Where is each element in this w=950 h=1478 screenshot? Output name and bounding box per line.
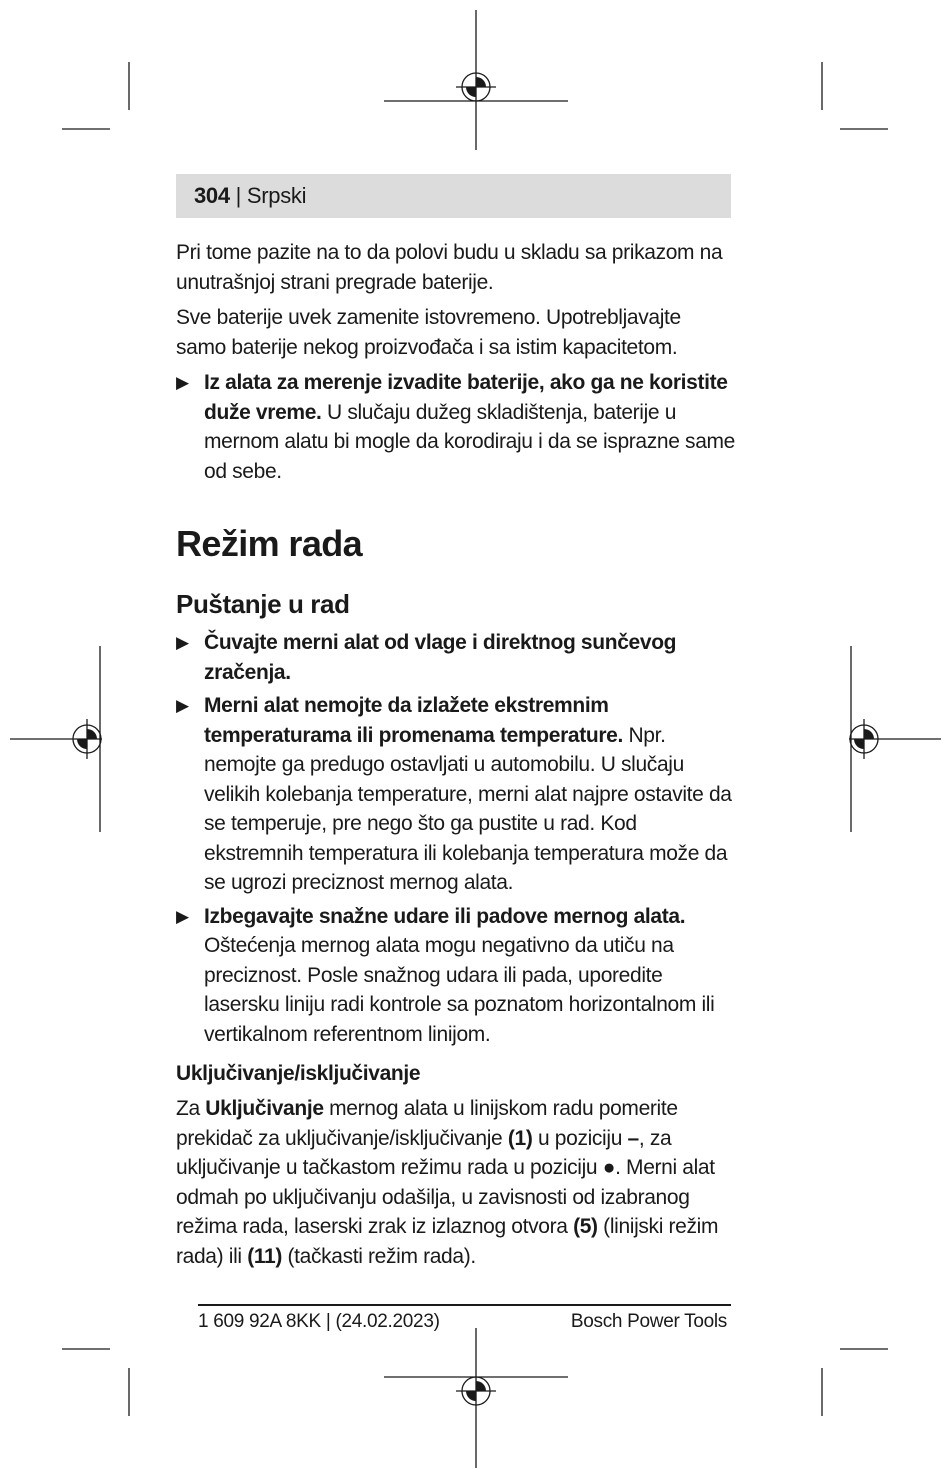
bullet-text: U slučaju dužeg skladištenja, baterije u mernom alatu bi mogle da korodiraju i da se isprazne same od sebe.	[204, 400, 735, 483]
bullet-text: Oštećenja mernog alata mogu negativno da utiču na preciznost. Posle snažnog udara ili pada, uporedite lasersku liniju radi kontrole sa poznatom horizontalnom ili vertikalnom referentnom linijom.	[204, 934, 715, 1046]
intro-paragraph-1: Pri tome pazite na to da polovi budu u skladu sa prikazom na unutrašnjoj strani pregrade baterije.	[176, 241, 723, 294]
bullet-arrow-icon: ▶	[176, 906, 189, 926]
list-item	[176, 628, 736, 687]
bullet-arrow-icon: ▶	[176, 696, 189, 715]
bold-run: Uključivanje	[205, 1097, 324, 1120]
section-subtitle: Puštanje u rad	[176, 589, 350, 619]
bullet-arrow-icon: ▶	[176, 633, 189, 652]
switching-title: Uključivanje/isključivanje	[176, 1062, 421, 1085]
callout-number: (5)	[573, 1215, 598, 1238]
bullet-text: Npr. nemojte ga predugo ostavljati u automobilu. U slučaju velikih kolebanja temperature, merni alat najpre ostavite da se temperuje, pre nego što ga pustite u rad. Kod ekstremnih temperatura ili kolebanja temperatura može da se ugrozi preciznost mernog alata.	[204, 723, 732, 894]
text-run: (linijski režim rada) ili	[176, 1215, 719, 1268]
intro-paragraph-2: Sve baterije uvek zamenite istovremeno. Upotrebljavajte samo baterije nekog proizvođača i sa istim kapacitetom.	[176, 306, 681, 359]
text-run: mernog alata u linijskom radu pomerite prekidač za uključivanje/isključivanje	[176, 1097, 678, 1150]
page-footer	[198, 1304, 731, 1334]
callout-number: (1)	[507, 1126, 533, 1150]
bullet-bold-text: Čuvajte merni alat od vlage i direktnog sunčevog zračenja.	[204, 631, 677, 684]
text-run: (tačkasti režim rada).	[282, 1244, 476, 1268]
header-language: Srpski	[246, 183, 307, 208]
document-id: 1 609 92A 8KK | (24.02.2023)	[198, 1311, 440, 1332]
bullet-arrow-icon: ▶	[176, 373, 189, 392]
line-mode-icon: –	[627, 1126, 639, 1150]
page-content	[176, 238, 736, 1277]
header-separator: |	[235, 183, 242, 208]
callout-number: (11)	[247, 1244, 282, 1268]
point-mode-icon: ●	[602, 1156, 616, 1179]
bullet-bold-text: Izbegavajte snažne udare ili padove mernog alata.	[204, 904, 686, 928]
brand-name: Bosch Power Tools	[570, 1311, 727, 1332]
page-number: 304	[194, 183, 230, 208]
text-run: . Merni alat odmah po uključivanju odašilja, u zavisnosti od izabranog režima rada, laserski zrak iz izlaznog otvora	[176, 1156, 715, 1238]
list-item	[176, 691, 736, 898]
battery-warning-item	[176, 368, 736, 486]
section-title: Režim rada	[176, 523, 363, 564]
bullet-bold-text: Merni alat nemojte da izlažete ekstremnim temperaturama ili promenama temperature.	[204, 694, 623, 747]
text-run: Za	[176, 1097, 206, 1120]
text-run: u poziciju	[532, 1126, 628, 1150]
bullet-bold-text: Iz alata za merenje izvadite baterije, ako ga ne koristite duže vreme.	[204, 371, 728, 424]
list-item	[176, 902, 736, 1050]
page-header	[176, 174, 731, 218]
text-run: , za uključivanje u tačkastom režimu rada u poziciju	[176, 1126, 672, 1179]
switching-paragraph	[176, 1094, 736, 1271]
